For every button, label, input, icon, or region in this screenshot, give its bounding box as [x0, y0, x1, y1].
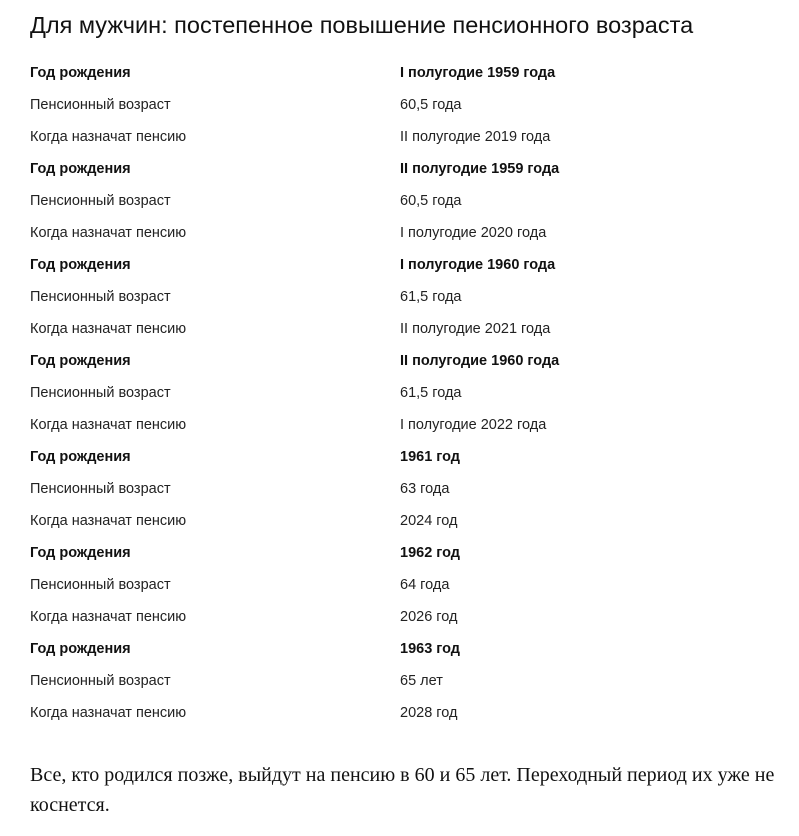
row-value: 1963 год: [400, 641, 461, 657]
table-row: [30, 89, 770, 121]
table-row: [30, 569, 770, 601]
row-label: Пенсионный возраст: [30, 97, 171, 113]
table-row: [30, 217, 770, 249]
row-value: 61,5 года: [400, 385, 462, 401]
table-row: [30, 377, 770, 409]
row-value: II полугодие 2021 года: [400, 321, 551, 337]
row-value: 1961 год: [400, 449, 461, 465]
row-value: 63 года: [400, 481, 450, 497]
row-label: Год рождения: [30, 257, 131, 273]
row-label: Год рождения: [30, 65, 131, 81]
table-row: [30, 409, 770, 441]
table-row-birth-year: [30, 633, 770, 665]
table-row-birth-year: [30, 537, 770, 569]
row-label: Год рождения: [30, 161, 131, 177]
row-value: II полугодие 2019 года: [400, 129, 551, 145]
row-value: 2026 год: [400, 609, 458, 625]
row-value: I полугодие 1959 года: [400, 65, 556, 81]
summary-paragraph: Все, кто родился позже, выйдут на пенсию в 60 и 65 лет. Переходный период их уже не коснется.: [30, 764, 775, 816]
row-label: Год рождения: [30, 545, 131, 561]
row-value: 65 лет: [400, 673, 443, 689]
row-label: Пенсионный возраст: [30, 481, 171, 497]
row-label: Пенсионный возраст: [30, 289, 171, 305]
table-row-birth-year: [30, 249, 770, 281]
row-value: 60,5 года: [400, 97, 462, 113]
row-value: 2028 год: [400, 705, 458, 721]
table-row: [30, 281, 770, 313]
row-label: Когда назначат пенсию: [30, 705, 187, 721]
row-label: Год рождения: [30, 353, 131, 369]
row-value: I полугодие 2022 года: [400, 417, 547, 433]
row-label: Пенсионный возраст: [30, 193, 171, 209]
row-value: 2024 год: [400, 513, 458, 529]
row-label: Год рождения: [30, 449, 131, 465]
page-title: Для мужчин: постепенное повышение пенсионного возраста: [30, 12, 694, 38]
table-row: [30, 185, 770, 217]
table-row: [30, 601, 770, 633]
table-row: [30, 473, 770, 505]
row-label: Когда назначат пенсию: [30, 225, 187, 241]
row-label: Когда назначат пенсию: [30, 609, 187, 625]
row-value: 61,5 года: [400, 289, 462, 305]
row-value: 1962 год: [400, 545, 461, 561]
row-label: Когда назначат пенсию: [30, 129, 187, 145]
table-row: [30, 665, 770, 697]
table-row-birth-year: [30, 441, 770, 473]
table-row-birth-year: [30, 153, 770, 185]
table-row: [30, 697, 770, 729]
row-value: I полугодие 2020 года: [400, 225, 547, 241]
row-label: Пенсионный возраст: [30, 385, 171, 401]
row-value: II полугодие 1959 года: [400, 161, 560, 177]
row-label: Когда назначат пенсию: [30, 417, 187, 433]
row-value: 64 года: [400, 577, 450, 593]
article-content: [30, 0, 770, 729]
row-label: Год рождения: [30, 641, 131, 657]
row-label: Когда назначат пенсию: [30, 513, 187, 529]
table-row: [30, 313, 770, 345]
retirement-table: [30, 57, 770, 729]
table-row: [30, 121, 770, 153]
row-value: I полугодие 1960 года: [400, 257, 556, 273]
table-row-birth-year: [30, 57, 770, 89]
row-value: 60,5 года: [400, 193, 462, 209]
table-row-birth-year: [30, 345, 770, 377]
row-label: Пенсионный возраст: [30, 577, 171, 593]
table-row: [30, 505, 770, 537]
row-value: II полугодие 1960 года: [400, 353, 560, 369]
row-label: Пенсионный возраст: [30, 673, 171, 689]
row-label: Когда назначат пенсию: [30, 321, 187, 337]
